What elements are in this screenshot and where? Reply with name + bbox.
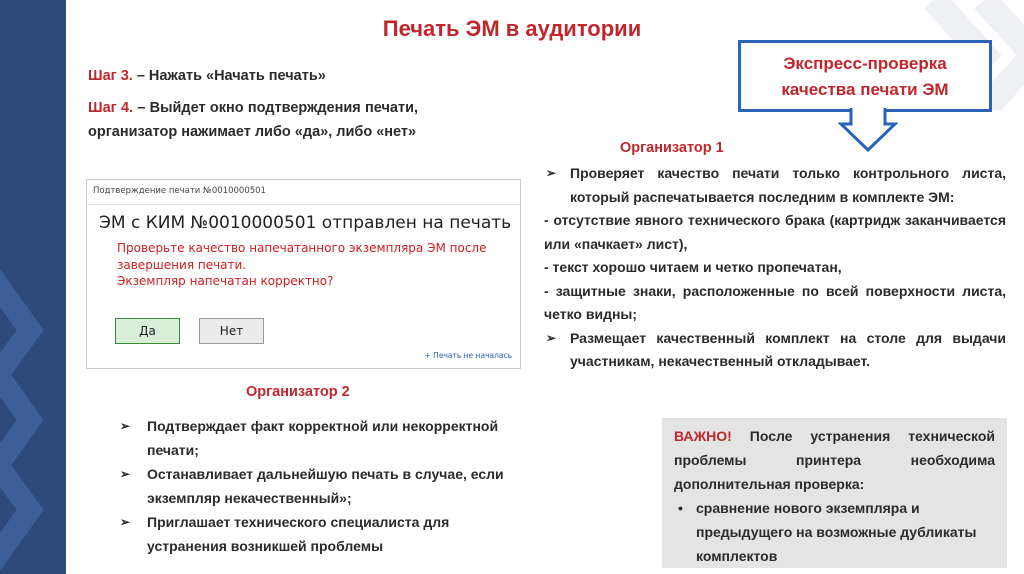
organizer-1-dash-3: - защитные знаки, расположенные по всей поверхности листа, четко видны; bbox=[544, 282, 1006, 322]
important-bullet: • сравнение нового экземпляра и предыдущего на возможные дубликаты комплектов bbox=[674, 496, 995, 568]
express-line-2: качества печати ЭМ bbox=[781, 80, 949, 99]
list-item: ➢ Останавливает дальнейшую печать в случае, если экземпляр некачественный»; bbox=[118, 462, 518, 510]
step-4 bbox=[88, 96, 418, 144]
chevron-pattern-icon bbox=[0, 0, 66, 574]
no-button[interactable]: Нет bbox=[199, 318, 264, 344]
dialog-message bbox=[117, 240, 487, 290]
organizer-1-title: Организатор 1 bbox=[620, 140, 724, 156]
express-line-1: Экспресс-проверка bbox=[783, 54, 947, 73]
express-check-box bbox=[738, 40, 992, 112]
organizer-1-dash-1: - отсутствие явного технического брака (картридж заканчивается или «пачкает» лист), bbox=[544, 212, 1006, 252]
dialog-heading: ЭМ с КИМ №0010000501 отправлен на печать bbox=[99, 213, 512, 233]
organizer-2-title: Организатор 2 bbox=[246, 384, 350, 400]
dialog-message-line-1: Проверьте качество напечатанного экземпляра ЭМ после bbox=[117, 241, 487, 255]
organizer-1-duties bbox=[544, 162, 1006, 374]
step-3-label: Шаг 3. bbox=[88, 68, 133, 84]
dialog-title: Подтверждение печати №0010000501 bbox=[93, 186, 266, 196]
organizer-1-dash-2: - текст хорошо читаем и четко пропечатан, bbox=[544, 259, 842, 275]
print-not-started-link[interactable]: + Печать не началась bbox=[424, 351, 512, 360]
important-list bbox=[674, 496, 995, 568]
organizer-1-bullet-1: ➢ Проверяет качество печати только контрольного листа, который распечатывается последним в комплекте ЭМ: bbox=[544, 162, 1006, 209]
list-item: ➢ Подтверждает факт корректной или некорректной печати; bbox=[118, 414, 518, 462]
important-body: После устранения технической проблемы принтера необходима дополнительная проверка: bbox=[674, 428, 995, 492]
dialog-message-line-3: Экземпляр напечатан корректно? bbox=[117, 274, 334, 288]
page-title: Печать ЭМ в аудитории bbox=[382, 16, 642, 41]
step-3-text: – Нажать «Начать печать» bbox=[132, 68, 326, 84]
important-note bbox=[662, 418, 1007, 568]
down-arrow-icon bbox=[838, 106, 898, 154]
dialog-divider bbox=[87, 204, 520, 205]
organizer-1-bullet-2: ➢ Размещает качественный комплект на столе для выдачи участникам, некачественный откладывает. bbox=[544, 327, 1006, 374]
step-3 bbox=[88, 64, 326, 88]
step-4-text: – Выйдет окно подтверждения печати, организатор нажимает либо «да», либо «нет» bbox=[88, 100, 419, 140]
print-confirm-dialog bbox=[86, 179, 521, 369]
organizer-2-duties bbox=[118, 414, 518, 558]
left-decorative-band bbox=[0, 0, 66, 574]
important-label: ВАЖНО! bbox=[674, 428, 732, 444]
yes-button[interactable]: Да bbox=[115, 318, 180, 344]
step-4-label: Шаг 4. bbox=[88, 100, 134, 116]
dialog-message-line-2: завершения печати. bbox=[117, 257, 247, 272]
important-text bbox=[674, 424, 995, 496]
list-item: ➢ Приглашает технического специалиста для устранения возникшей проблемы bbox=[118, 510, 518, 558]
